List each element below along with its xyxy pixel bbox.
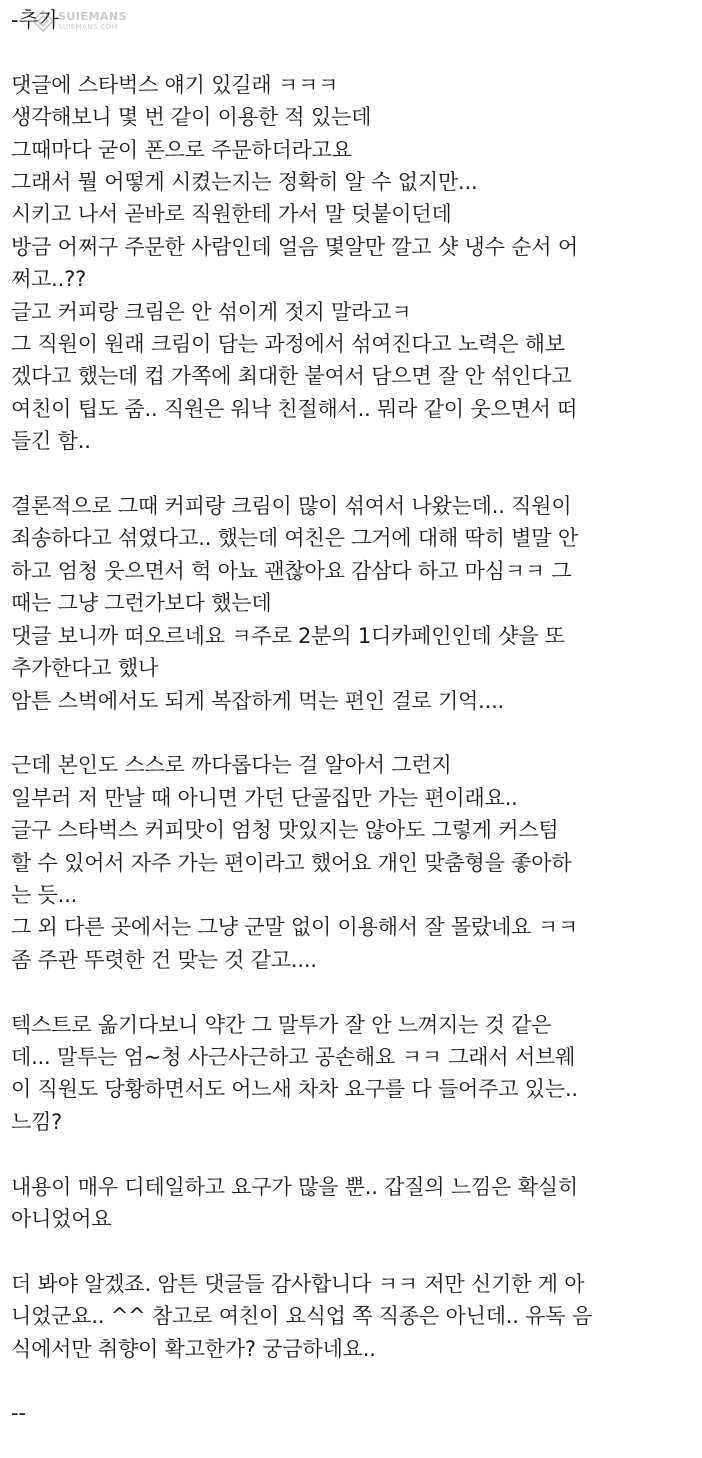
text-line: 댓글에 스타벅스 얘기 있길래 ㅋㅋㅋ	[11, 72, 339, 97]
text-line: 그 직원이 원래 크림이 담는 과정에서 섞여진다고 노력은 해보	[11, 332, 565, 357]
text-line: 아니었어요	[11, 1206, 112, 1231]
text-line: 텍스트로 옮기다보니 약간 그 말투가 잘 안 느껴지는 것 같은	[11, 1012, 552, 1037]
text-line: 생각해보니 몇 번 같이 이용한 적 있는데	[11, 105, 372, 130]
text-line: 그때마다 굳이 폰으로 주문하더라고요	[11, 137, 352, 162]
post-body	[11, 4, 695, 1430]
text-line: 결론적으로 그때 커피랑 크림이 많이 섞여서 나왔는데.. 직원이	[11, 494, 572, 519]
spacer	[11, 36, 695, 68]
text-line: 겠다고 했는데 컵 가쪽에 최대한 붙여서 담으면 잘 안 섞인다고	[11, 364, 572, 389]
spacer	[11, 1235, 695, 1267]
text-line: 그 외 다른 곳에서는 그냥 군말 없이 이용해서 잘 몰랐네요 ㅋㅋ	[11, 915, 578, 940]
spacer	[11, 1138, 695, 1170]
text-line: 근데 본인도 스스로 까다롭다는 걸 알아서 그런지	[11, 753, 452, 778]
paragraph-2	[11, 490, 695, 717]
paragraph-3	[11, 749, 695, 976]
text-line: 이 직원도 당황하면서도 어느새 차차 요구를 다 들어주고 있는..	[11, 1077, 578, 1102]
paragraph-1	[11, 69, 695, 458]
text-line: 글고 커피랑 크림은 안 섞이게 젓지 말라고ㅋ	[11, 299, 412, 324]
text-line: 좀 주관 뚜렷한 건 맞는 것 같고....	[11, 947, 317, 972]
text-line: 쩌고..??	[11, 267, 87, 292]
text-line: 더 봐야 알겠죠. 암튼 댓글들 감사합니다 ㅋㅋ 저만 신기한 게 아	[11, 1271, 585, 1296]
text-line: 글구 스타벅스 커피맛이 엄청 맛있지는 않아도 그렇게 커스텀	[11, 818, 559, 843]
watermark-subtitle: SUIEMANS.COM	[58, 23, 119, 31]
text-line: 죄송하다고 섞였다고.. 했는데 여친은 그거에 대해 딱히 별말 안	[11, 526, 578, 551]
text-line: 암튼 스벅에서도 되게 복잡하게 먹는 편인 걸로 기억....	[11, 688, 505, 713]
text-line: 내용이 매우 디테일하고 요구가 많을 뿐.. 갑질의 느낌은 확실히	[11, 1174, 578, 1199]
text-line: 데... 말투는 엄~청 사근사근하고 공손해요 ㅋㅋ 그래서 서브웨	[11, 1044, 576, 1069]
text-line: 하고 엄청 웃으면서 헉 아뇨 괜찮아요 감삼다 하고 마심ㅋㅋ 그	[11, 558, 572, 583]
text-line: 그래서 뭘 어떻게 시켰는지는 정확히 알 수 없지만...	[11, 170, 478, 195]
text-line: 니었군요.. ^^ 참고로 여친이 요식업 쪽 직종은 아닌데.. 유독 음	[11, 1304, 592, 1329]
spacer	[11, 458, 695, 490]
text-line: 추가한다고 했나	[11, 656, 159, 681]
text-line: 느낌?	[11, 1109, 63, 1134]
text-line: 댓글 보니까 떠오르네요 ㅋ주로 2분의 1디카페인인데 샷을 또	[11, 623, 565, 648]
post-heading: -추가	[11, 8, 59, 32]
post-footer: --	[11, 1401, 26, 1426]
spacer	[11, 717, 695, 749]
text-line: 때는 그냥 그런가보다 했는데	[11, 591, 272, 616]
watermark	[32, 6, 142, 36]
text-line: 방금 어쩌구 주문한 사람인데 얼음 몇알만 깔고 샷 냉수 순서 어	[11, 234, 578, 259]
text-line: 들긴 함..	[11, 429, 91, 454]
text-line: 식에서만 취향이 확고한가? 궁금하네요..	[11, 1336, 376, 1361]
text-line: 할 수 있어서 자주 가는 편이라고 했어요 개인 맞춤형을 좋아하	[11, 850, 572, 875]
text-line: 일부러 저 만날 때 아니면 가던 단골집만 가는 편이래요..	[11, 785, 518, 810]
text-line: 시키고 나서 곧바로 직원한테 가서 말 덧붙이던데	[11, 202, 452, 227]
spacer	[11, 976, 695, 1008]
spacer	[11, 1365, 695, 1397]
text-line: 는 듯...	[11, 882, 78, 907]
text-line: 여친이 팁도 줌.. 직원은 워낙 친절해서.. 뭐라 같이 웃으면서 떠	[11, 396, 578, 421]
watermark-title: SUIEMANS	[58, 10, 128, 23]
paragraph-6	[11, 1268, 695, 1365]
paragraph-5	[11, 1171, 695, 1236]
paragraph-4	[11, 1009, 695, 1139]
diamond-logo-icon	[32, 10, 54, 32]
